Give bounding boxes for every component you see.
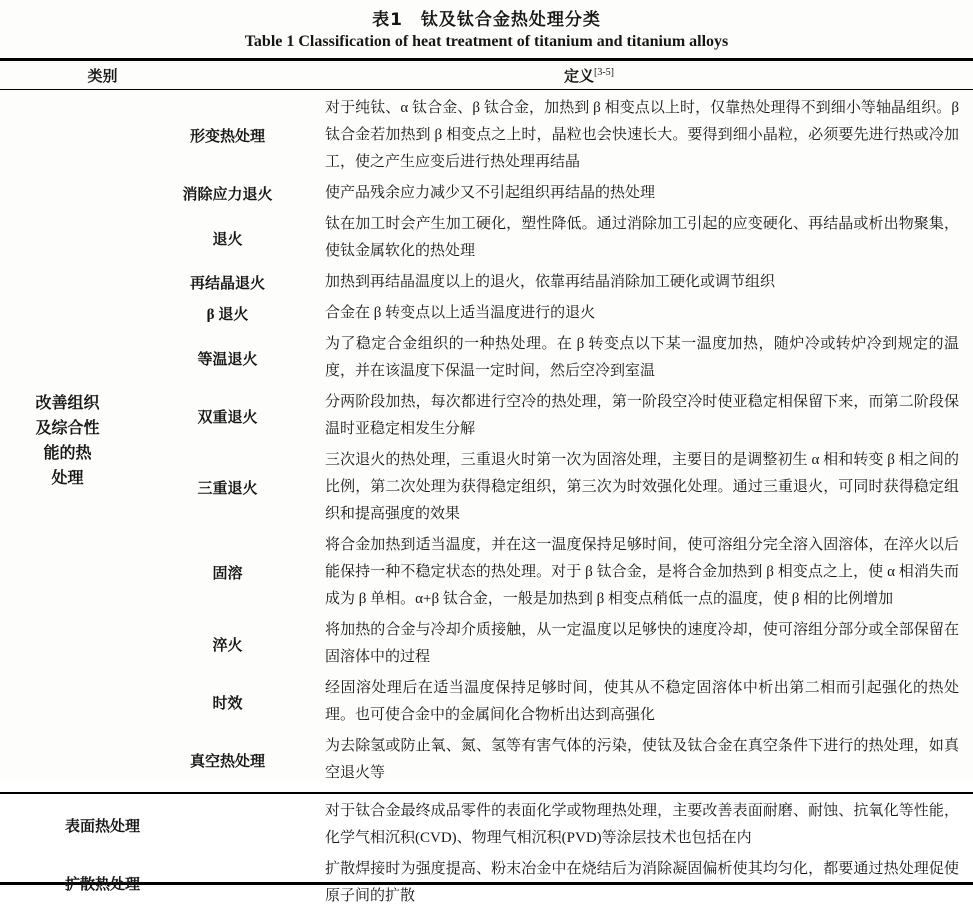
category-label: 表面热处理 xyxy=(64,818,140,835)
category-label: 消除应力退火 xyxy=(182,187,273,203)
table-header-row xyxy=(0,61,973,89)
table-row-double-annealing xyxy=(135,387,973,445)
group-label-line: 处理 xyxy=(51,470,84,487)
table-row-triple-annealing xyxy=(135,445,973,530)
table-row-annealing xyxy=(135,209,973,267)
definition-text: 扩散焊接时为强度提高、粉末冶金中在烧结后为消除凝固偏析使其均匀化，都要通过热处理促使原子间的扩散 xyxy=(325,861,959,904)
table-row-diffusion-heat-treatment xyxy=(0,854,973,912)
header-definition xyxy=(205,65,973,86)
category-label: 固溶 xyxy=(212,566,243,582)
header-category: 类别 xyxy=(87,68,118,85)
category-label: 等温退火 xyxy=(197,351,258,368)
definition-text: 分两阶段加热，每次都进行空冷的热处理，第一阶段空冷时使亚稳定相保留下来，而第二阶段保温时亚稳定相发生分解 xyxy=(325,394,959,437)
definition-text: 合金在 β 转变点以上适当温度进行的退火 xyxy=(325,305,596,321)
header-definition-citation: [3-5] xyxy=(594,66,614,78)
definition-text: 对于纯钛、α 钛合金、β 钛合金，加热到 β 相变点以上时，仅靠热处理得不到细小等轴晶组织。β 钛合金若加热到 β 相变点之上时，晶粒也会快速长大。要得到细小晶粒，必须要先进行热或冷加工，使之产生应变后进行热处理再结晶 xyxy=(325,100,959,170)
table-row-surface-heat-treatment xyxy=(0,796,973,854)
definition-text: 经固溶处理后在适当温度保持足够时间，使其从不稳定固溶体中析出第二相而引起强化的热处理。也可使合金中的金属间化合物析出达到高强化 xyxy=(325,680,959,723)
category-label: β 退火 xyxy=(206,307,249,323)
category-label: 三重退火 xyxy=(197,481,258,497)
table-row-isothermal-annealing xyxy=(135,329,973,387)
group-label-line: 及综合性 xyxy=(35,420,100,437)
table-row-aging xyxy=(135,673,973,731)
category-label: 退火 xyxy=(212,231,243,248)
definition-text: 钛在加工时会产生加工硬化，塑性降低。通过消除加工引起的应变硬化、再结晶或析出物聚集，使钛金属软化的热处理 xyxy=(325,216,959,259)
definition-text: 使产品残余应力减少又不引起组织再结晶的热处理 xyxy=(325,185,656,201)
category-label: 双重退火 xyxy=(197,409,258,426)
definition-text: 为了稳定合金组织的一种热处理。在 β 转变点以下某一温度加热，随炉冷或转炉冷到规定的温度，并在该温度下保温一定时间，然后空冷到室温 xyxy=(325,336,959,379)
table-row-stress-relief-annealing xyxy=(135,178,973,209)
table-row-recrystallization-annealing xyxy=(135,267,973,298)
category-label: 真空热处理 xyxy=(189,753,265,770)
definition-text: 加热到再结晶温度以上的退火，依靠再结晶消除加工硬化或调节组织 xyxy=(325,274,776,290)
table-title-cn: 表1 钛及钛合金热处理分类 xyxy=(372,10,601,30)
group-category-label xyxy=(0,93,135,789)
category-label: 淬火 xyxy=(212,637,243,654)
category-label: 形变热处理 xyxy=(189,129,265,145)
group-rows xyxy=(135,93,973,789)
category-label: 再结晶退火 xyxy=(189,276,265,292)
group-label-line: 能的热 xyxy=(43,445,92,462)
bottom-rows xyxy=(0,794,973,904)
definition-text: 将合金加热到适当温度，并在这一温度保持足够时间，使可溶组分完全溶入固溶体，在淬火以后能保持一种不稳定状态的热处理。对于 β 钛合金，是将合金加热到 β 相变点之上，使 α 相消失而成为 β 单相。α+β 钛合金，一般是加热到 β 相变点稍低一点的温度，使 β 相的比例增加 xyxy=(325,537,959,607)
group-improve-structure-block xyxy=(0,90,973,792)
group-label-line: 改善组织 xyxy=(35,395,100,412)
category-label: 时效 xyxy=(212,695,243,712)
header-definition-label: 定义 xyxy=(563,68,594,85)
table-row-solution-treatment xyxy=(135,530,973,615)
table-row-vacuum-heat-treatment xyxy=(135,731,973,789)
table-title-en: Table 1 Classification of heat treatment of titanium and titanium alloys xyxy=(244,33,729,50)
table-row-quenching xyxy=(135,615,973,673)
table-row-beta-annealing xyxy=(135,298,973,329)
table-row-deformation-heat-treatment xyxy=(135,93,973,178)
category-label: 扩散热处理 xyxy=(64,876,140,893)
definition-text: 为去除氢或防止氧、氮、氢等有害气体的污染，使钛及钛合金在真空条件下进行的热处理，如真空退火等 xyxy=(325,738,959,781)
definition-text: 将加热的合金与冷却介质接触，从一定温度以足够快的速度冷却，使可溶组分部分或全部保留在固溶体中的过程 xyxy=(325,622,959,665)
definition-text: 对于钛合金最终成品零件的表面化学或物理热处理，主要改善表面耐磨、耐蚀、抗氧化等性能，化学气相沉积(CVD)、物理气相沉积(PVD)等涂层技术也包括在内 xyxy=(325,803,959,846)
definition-text: 三次退火的热处理，三重退火时第一次为固溶处理，主要目的是调整初生 α 相和转变 β 相之间的比例，第二次处理为获得稳定组织，第三次为时效强化处理。通过三重退火，可同时获得稳定组织和提高强度的效果 xyxy=(325,452,959,522)
